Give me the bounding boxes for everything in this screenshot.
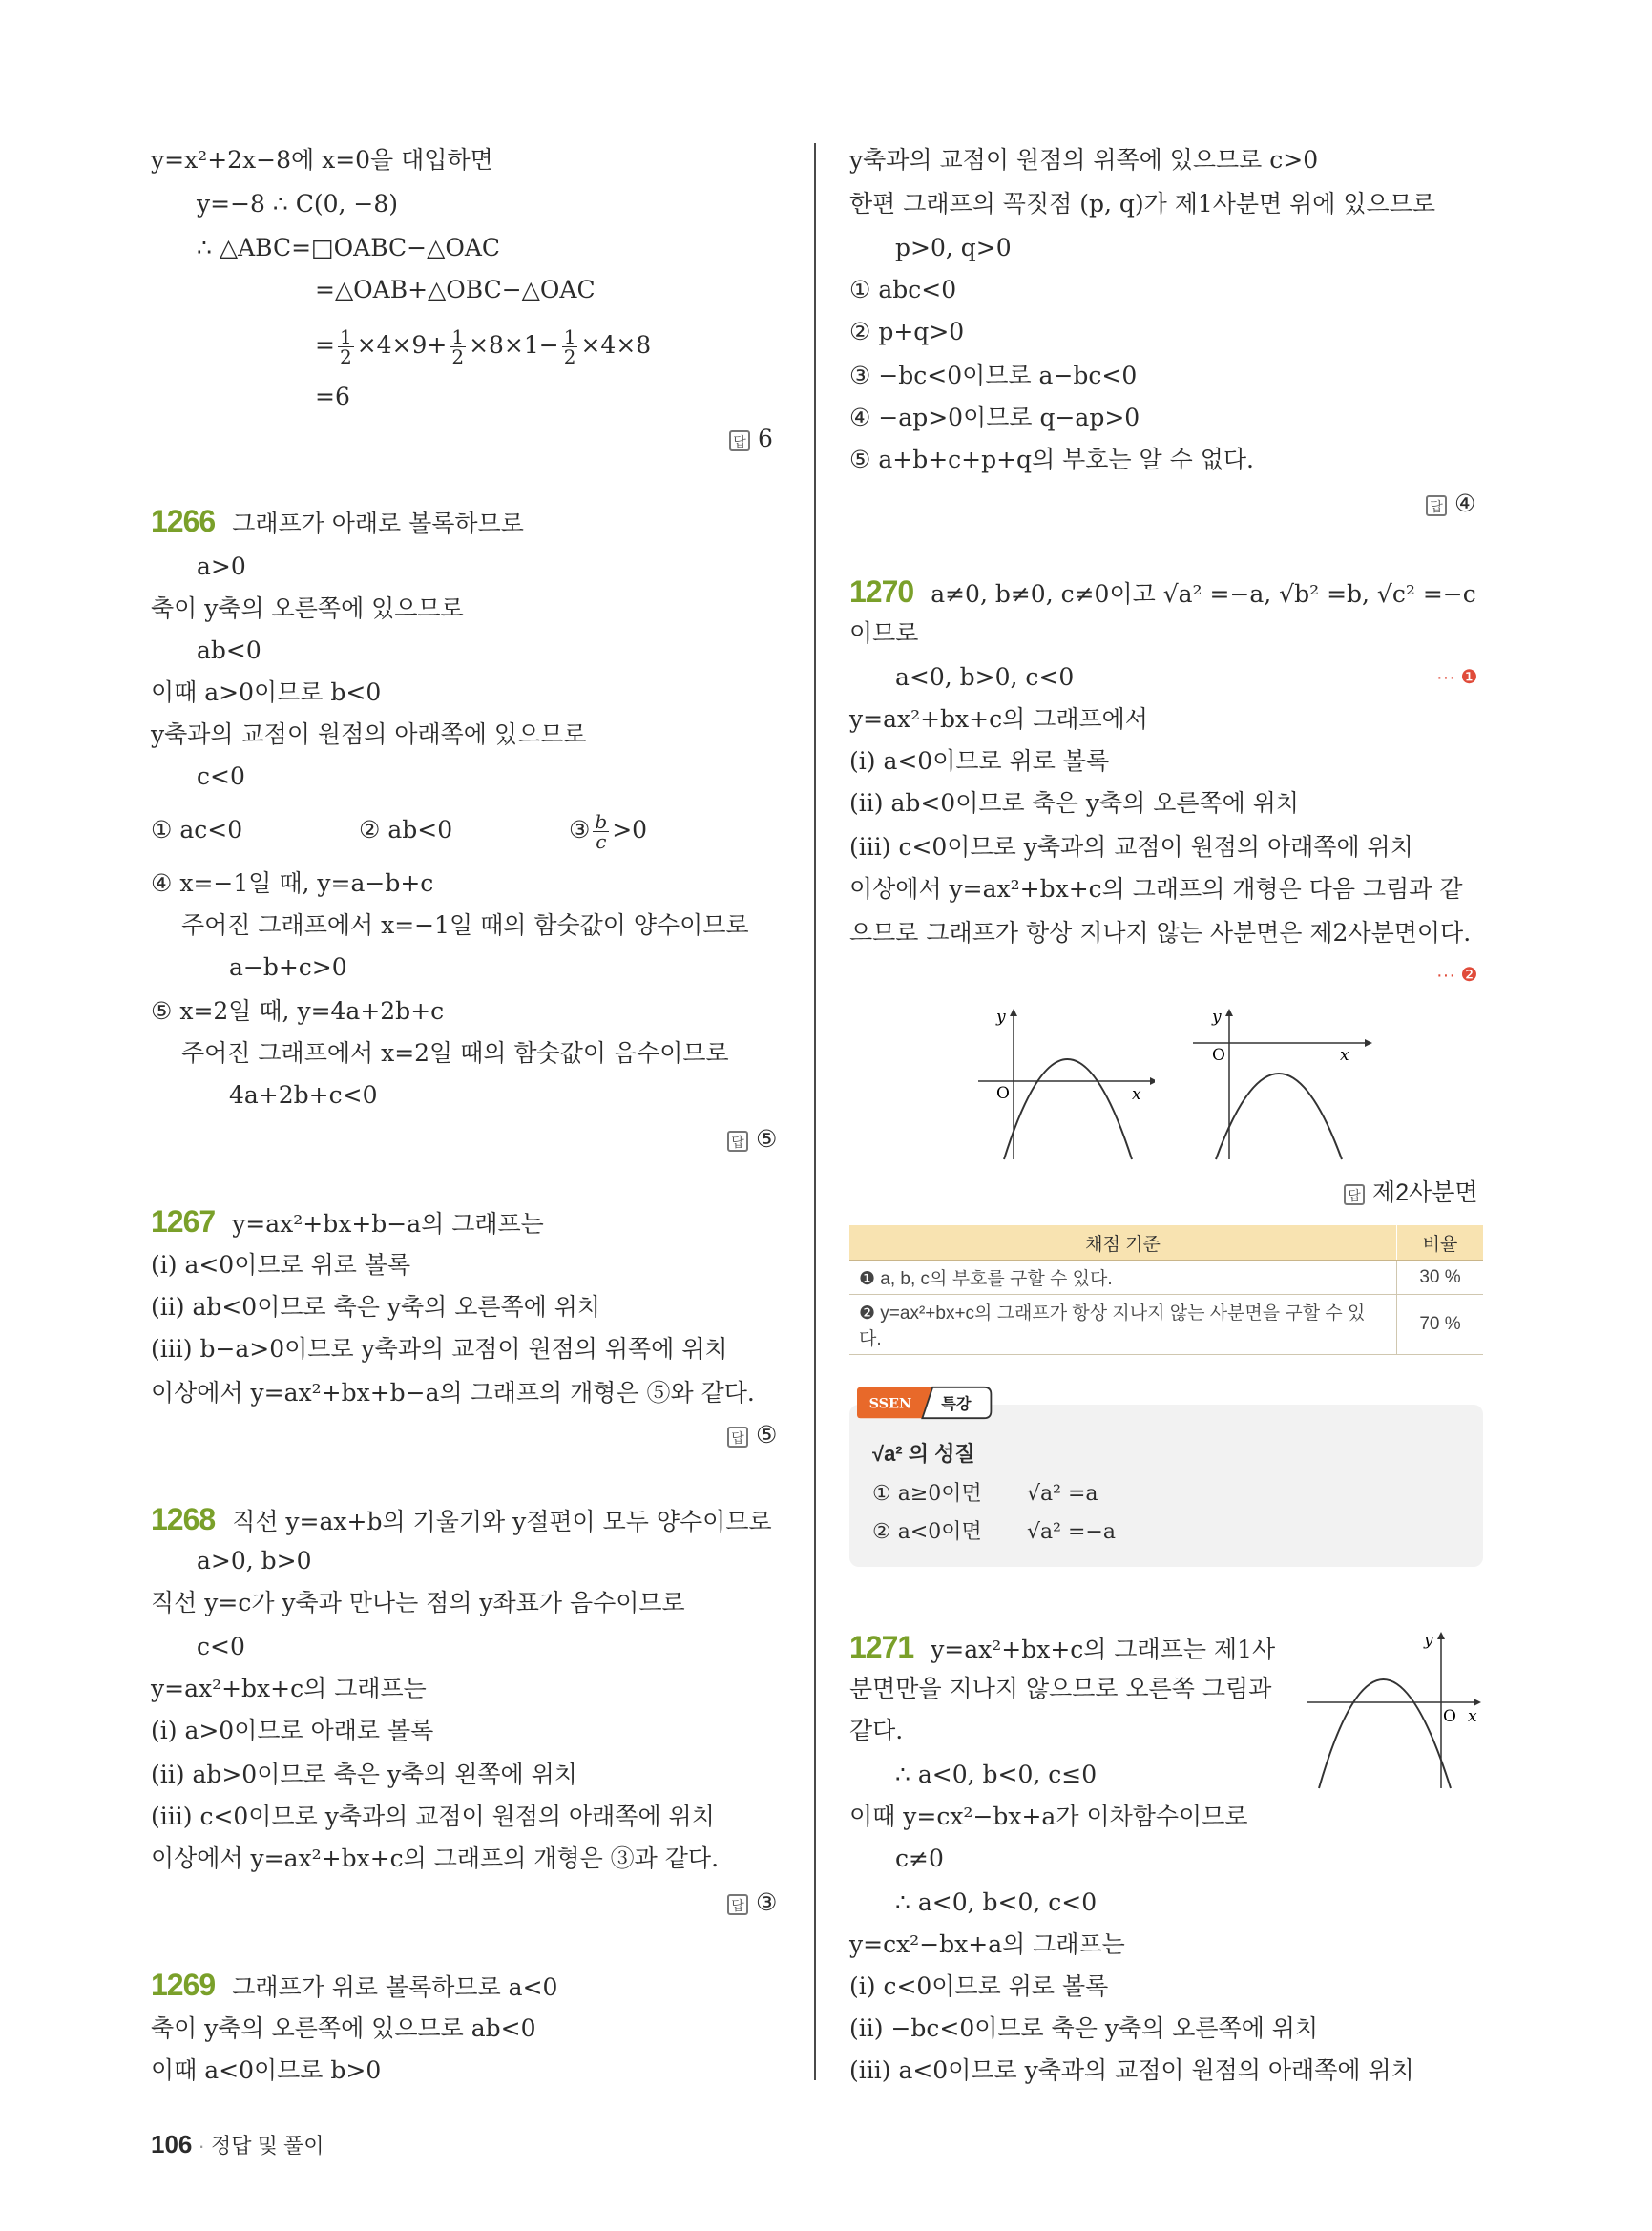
scoring-table [849,1225,1483,1355]
text-line: ④ −ap>0이므로 q−ap>0 [849,404,1140,431]
page-footer [151,2130,324,2159]
answer: 답 제2사분면 [1344,1178,1478,1208]
answer: 답 ③ [727,1887,777,1918]
origin-label: O [996,1084,1010,1103]
graph-1271 [1306,1628,1483,1790]
text-line: y=ax²+bx+c의 그래프에서 [849,705,1148,733]
answer: 답 ④ [1426,489,1475,519]
table-cell: ❶ a, b, c의 부호를 구할 수 있다. [849,1261,1397,1295]
text-line: (ⅲ) c<0이므로 y축과의 교점이 원점의 아래쪽에 위치 [151,1803,715,1830]
text-line: 이상에서 y=ax²+bx+b−a의 그래프의 개형은 ⑤와 같다. [151,1379,755,1407]
text-line: (ⅱ) ab>0이므로 축은 y축의 왼쪽에 위치 [151,1761,577,1788]
text-line: (ⅰ) a<0이므로 위로 볼록 [849,747,1110,775]
text-line: y축과의 교점이 원점의 아래쪽에 있으므로 [151,720,587,748]
text-line: 이므로 [849,619,919,647]
text-line: ab<0 [197,636,261,664]
text-line: ∴ △ABC=□OABC−△OAC [197,234,501,261]
text-line: (ⅲ) c<0이므로 y축과의 교점이 원점의 아래쪽에 위치 [849,833,1413,861]
y-axis-label: y [1212,1008,1222,1027]
option: ③ $\frac{b}{c}$ >0 [569,810,648,853]
footer-title: 정답 및 풀이 [210,2134,324,2158]
y-axis-label: y [996,1008,1006,1027]
text-line: y=−8 ∴ C(0, −8) [197,190,399,218]
text-line: 4a+2b+c<0 [229,1081,378,1109]
text-line: (ⅱ) ab<0이므로 축은 y축의 오른쪽에 위치 [849,789,1300,817]
problem-1266-head: 1266 그래프가 아래로 볼록하므로 [151,504,524,538]
x-axis-label: x [1132,1085,1141,1104]
text-line: ① abc<0 [849,276,957,303]
graph-1270-left [964,1007,1155,1164]
option: ② ab<0 [359,816,453,844]
text-line: 한편 그래프의 꼭짓점 (p, q)가 제1사분면 위에 있으므로 [849,190,1435,218]
badge-text: SSEN [868,1395,912,1412]
text-line: 주어진 그래프에서 x=−1일 때의 함숫값이 양수이므로 [181,911,749,939]
text-line: c≠0 [895,1845,944,1872]
text-line: (ⅰ) a>0이므로 아래로 볼록 [151,1717,434,1744]
text-line: p>0, q>0 [895,234,1012,261]
text-line: a>0, b>0 [197,1547,312,1574]
text-line: 이상에서 y=ax²+bx+c의 그래프의 개형은 ③과 같다. [151,1845,720,1872]
graph-1270-right [1183,1007,1374,1164]
table-header: 채점 기준 [849,1225,1397,1261]
text-line: 이때 a<0이므로 b>0 [151,2056,382,2084]
text-line: a>0 [197,553,246,580]
text-line: 직선 y=c가 y축과 만나는 점의 y좌표가 음수이므로 [151,1589,685,1616]
x-axis-label: x [1340,1046,1349,1065]
answer: 답 ⑤ [727,1124,777,1155]
special-title: √a² 의 성질 [872,1442,975,1466]
text-line: ③ −bc<0이므로 a−bc<0 [849,362,1138,389]
table-cell: 70 % [1397,1295,1484,1355]
problem-1267-head: 1267 y=ax²+bx+b−a의 그래프는 [151,1204,544,1239]
answer: 답 ⑤ [727,1420,777,1450]
page-number: 106 [151,2130,193,2158]
step-marker-1: ··· ❶ [1436,667,1478,688]
table-header-row [849,1225,1483,1261]
answer: 답 6 [729,424,773,454]
problem-1270-head: 1270 a≠0, b≠0, c≠0이고 √a² =−a, √b² =b, √c² =−c [849,574,1476,609]
special-line: √a² =−a [1027,1520,1116,1544]
origin-label: O [1212,1046,1225,1065]
badge-text: 특강 [941,1394,972,1413]
problem-1269-head: 1269 그래프가 위로 볼록하므로 a<0 [151,1968,558,2002]
text-line: ∴ a<0, b<0, c≤0 [895,1761,1098,1788]
text-line: ④ x=−1일 때, y=a−b+c [151,869,434,897]
text-line: a<0, b>0, c<0 [895,663,1075,691]
ssen-badge [849,1386,1002,1420]
text-line: c<0 [197,1633,245,1660]
table-cell: 30 % [1397,1261,1484,1295]
problem-1268-head: 1268 직선 y=ax+b의 기울기와 y절편이 모두 양수이므로 [151,1502,772,1536]
text-line: ⑤ a+b+c+p+q의 부호는 알 수 없다. [849,446,1254,473]
special-line: ② a<0이면 [872,1520,982,1544]
text-line: (ⅲ) a<0이므로 y축과의 교점이 원점의 아래쪽에 위치 [849,2056,1414,2084]
text-line: 축이 y축의 오른쪽에 있으므로 [151,594,464,622]
text-line: (ⅱ) −bc<0이므로 축은 y축의 오른쪽에 위치 [849,2014,1319,2042]
text-line: 으므로 그래프가 항상 지나지 않는 사분면은 제2사분면이다. [849,919,1472,947]
text-line: =6 [315,383,350,410]
text-line: 분면만을 지나지 않으므로 오른쪽 그림과 [849,1675,1272,1702]
text-line: y=cx²−bx+a의 그래프는 [849,1930,1125,1958]
y-axis-label: y [1424,1631,1433,1650]
special-line: ① a≥0이면 [872,1482,982,1506]
answer-icon: 답 [727,1894,748,1915]
table-header: 비율 [1397,1225,1484,1261]
text-line: (ⅱ) ab<0이므로 축은 y축의 오른쪽에 위치 [151,1293,601,1321]
text-line: ② p+q>0 [849,318,965,345]
text-line: 축이 y축의 오른쪽에 있으므로 ab<0 [151,2014,536,2042]
table-row [849,1295,1483,1355]
text-line: a−b+c>0 [229,953,347,981]
x-axis-label: x [1468,1707,1477,1726]
text-line: ∴ a<0, b<0, c<0 [895,1888,1098,1916]
text-line: (ⅲ) b−a>0이므로 y축과의 교점이 원점의 위쪽에 위치 [151,1335,728,1363]
text-line: y=ax²+bx+c의 그래프는 [151,1675,427,1702]
text-line: y=x²+2x−8에 x=0을 대입하면 [151,146,493,174]
answer-icon: 답 [727,1427,748,1448]
text-line: (ⅰ) a<0이므로 위로 볼록 [151,1251,411,1279]
answer-icon: 답 [1344,1184,1365,1205]
special-line: √a² =a [1027,1482,1098,1506]
text-line: 이상에서 y=ax²+bx+c의 그래프의 개형은 다음 그림과 같 [849,875,1463,903]
table-row [849,1261,1483,1295]
option: ① ac<0 [151,816,243,844]
answer-icon: 답 [1426,495,1447,516]
text-line: 이때 y=cx²−bx+a가 이차함수이므로 [849,1803,1248,1830]
answer-icon: 답 [727,1131,748,1152]
text-line: ⑤ x=2일 때, y=4a+2b+c [151,997,445,1025]
text-line: 주어진 그래프에서 x=2일 때의 함숫값이 음수이므로 [181,1039,729,1067]
fraction-line: = $\frac{1}{2}$ ×4×9+ $\frac{1}{2}$ ×8×1− $\frac{1}{2}$ ×4×8 [315,325,652,368]
table-cell: ❷ y=ax²+bx+c의 그래프가 항상 지나지 않는 사분면을 구할 수 있다. [849,1295,1397,1355]
column-divider [814,143,816,2080]
text-line: (ⅰ) c<0이므로 위로 볼록 [849,1972,1109,2000]
text-line: 이때 a>0이므로 b<0 [151,678,382,706]
text-line: c<0 [197,762,245,790]
origin-label: O [1443,1707,1456,1726]
text-line: 같다. [849,1717,904,1744]
problem-1271-head: 1271 y=ax²+bx+c의 그래프는 제1사 [849,1630,1276,1664]
text-line: y축과의 교점이 원점의 위쪽에 있으므로 c>0 [849,146,1319,174]
answer-icon: 답 [729,430,750,451]
footer-sep: · [198,2134,205,2158]
text-line: =△OAB+△OBC−△OAC [315,276,596,303]
step-marker-2: ··· ❷ [1436,965,1478,986]
